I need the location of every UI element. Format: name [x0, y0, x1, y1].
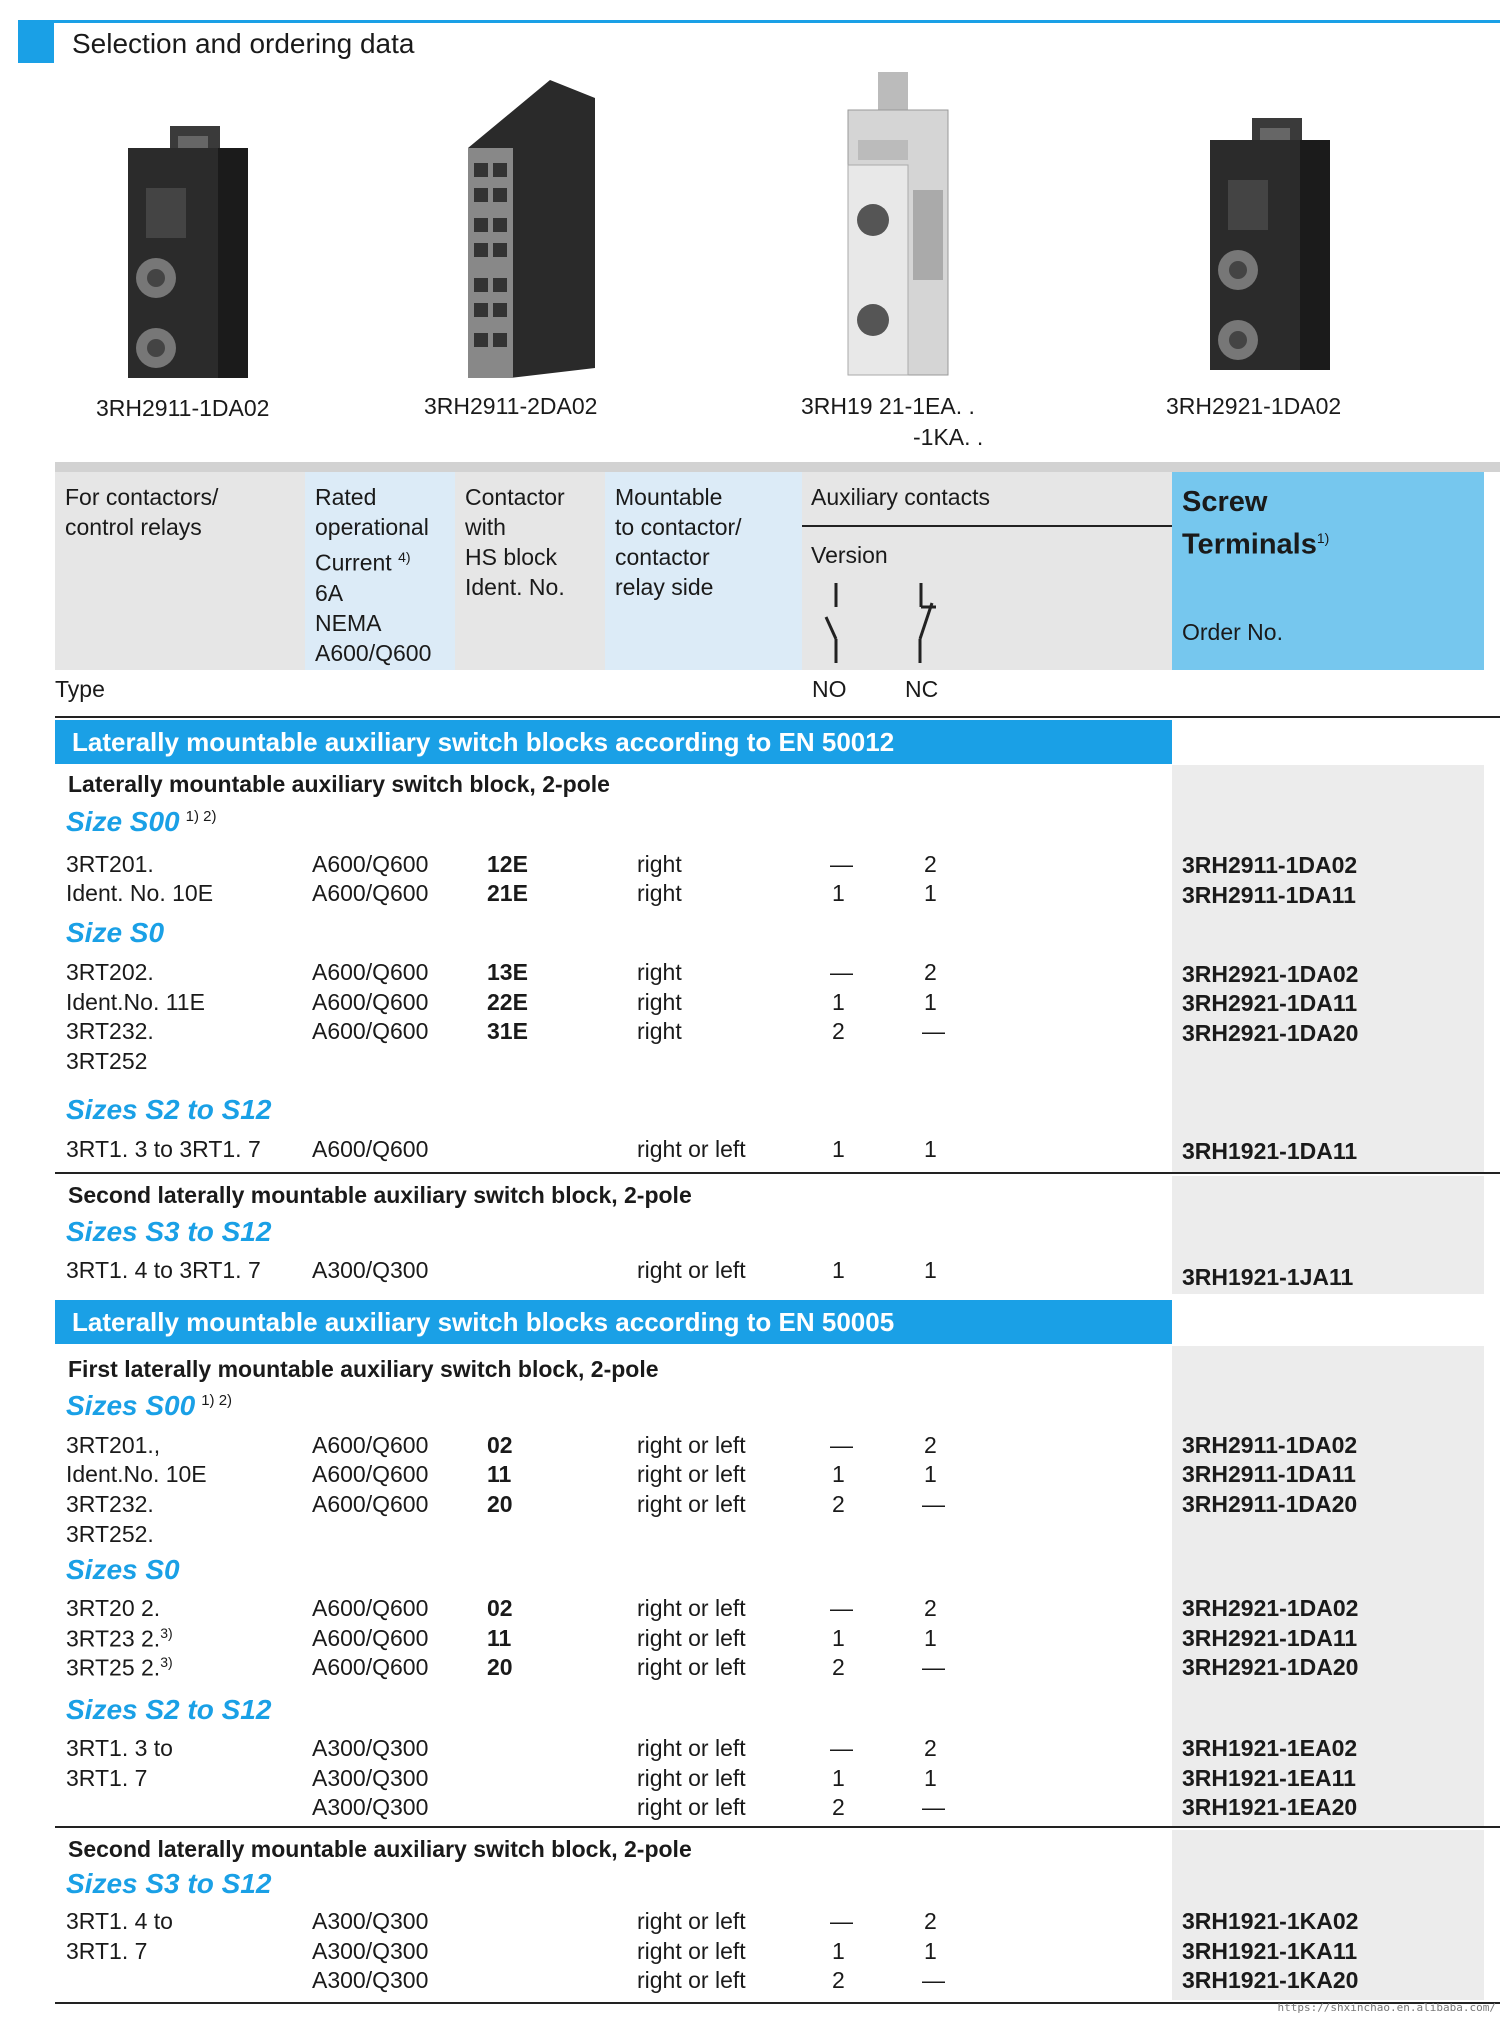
- title-rule: [18, 20, 1500, 23]
- header-top-strip: [55, 462, 1500, 472]
- title-marker: [18, 23, 54, 63]
- no-label: NO: [812, 676, 847, 702]
- divider: [55, 1172, 1500, 1174]
- size-heading: Size S0: [66, 917, 165, 948]
- size-heading: Size S00 $^{1) 2)}$: [66, 806, 217, 837]
- product-image-3rh2911-1da02: [118, 118, 258, 388]
- header-aux: Auxiliary contacts Version: [802, 472, 1172, 670]
- product-caption: 3RH2911-2DA02: [424, 393, 598, 419]
- product-image-3rh1921-1ea: [838, 70, 968, 380]
- size-heading: Sizes S3 to S12: [66, 1216, 272, 1247]
- header-contactor: Contactor with HS block Ident. No.: [455, 472, 605, 670]
- size-heading: Sizes S2 to S12: [66, 1694, 272, 1725]
- size-heading: Sizes S3 to S12: [66, 1868, 272, 1899]
- size-heading: Sizes S2 to S12: [66, 1094, 272, 1125]
- section-header-en50005: Laterally mountable auxiliary switch blocks according to EN 50005: [55, 1300, 1172, 1344]
- subsection-title: Laterally mountable auxiliary switch block, 2-pole: [68, 771, 610, 797]
- product-caption: 3RH2911-1DA02: [96, 395, 270, 421]
- size-heading: Sizes S0: [66, 1554, 180, 1585]
- header-order-no: Screw Terminals$^{1)}$ Order No.: [1172, 472, 1484, 670]
- product-image-3rh2911-2da02: [460, 78, 600, 383]
- product-caption: 3RH2921-1DA02: [1166, 393, 1342, 419]
- type-label: Type: [55, 676, 105, 702]
- subsection-title: Second laterally mountable auxiliary switch block, 2-pole: [68, 1836, 692, 1862]
- product-caption: -1KA. .: [913, 424, 984, 450]
- nc-label: NC: [905, 676, 939, 702]
- contact-symbols-icon: [802, 577, 1172, 667]
- divider: [55, 716, 1500, 718]
- size-heading: Sizes S00 $^{1) 2)}$: [66, 1390, 233, 1421]
- header-rated: Rated operational Current $^{4)}$ 6A NEMA A600/Q600: [305, 472, 455, 670]
- header-for-contactors: For contactors/ control relays: [55, 472, 305, 670]
- subsection-title: Second laterally mountable auxiliary switch block, 2-pole: [68, 1182, 692, 1208]
- product-caption: 3RH19 21-1EA. .: [801, 393, 975, 419]
- subsection-title: First laterally mountable auxiliary switch block, 2-pole: [68, 1356, 659, 1382]
- section-header-en50012: Laterally mountable auxiliary switch blocks according to EN 50012: [55, 720, 1172, 764]
- header-mountable: Mountable to contactor/ contactor relay side: [605, 472, 802, 670]
- divider: [55, 1826, 1500, 1828]
- product-image-3rh2921-1da02: [1200, 110, 1340, 380]
- footer-url: https://shxinchao.en.alibaba.com/: [1277, 2001, 1496, 2014]
- page-title: Selection and ordering data: [72, 28, 415, 59]
